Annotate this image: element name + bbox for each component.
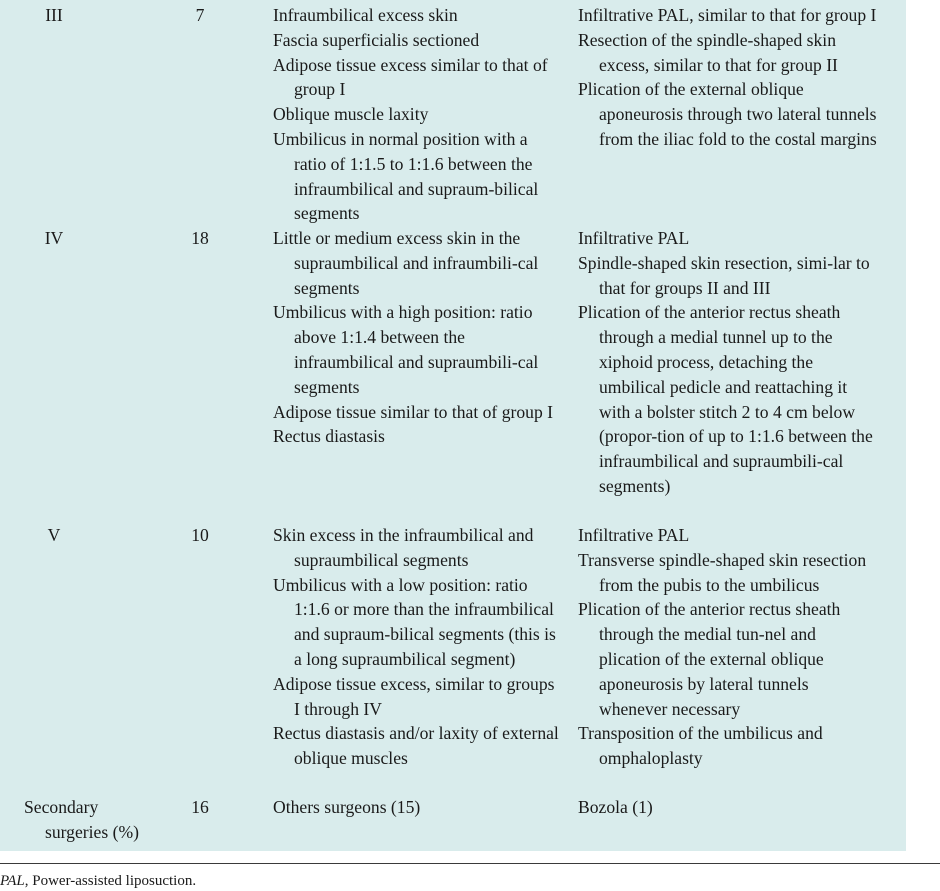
group-cell: Secondary surgeries (%) bbox=[24, 797, 139, 842]
technique-line: Plication of the external oblique aponeurosis through two lateral tunnels from the iliac fold to the costal margins bbox=[578, 79, 877, 149]
technique-line: Transverse spindle-shaped skin resection from the pubis to the umbilicus bbox=[578, 549, 867, 595]
technique-line: Plication of the anterior rectus sheath through a medial tunnel up to the xiphoid process, detaching the umbilical pedicle and reattaching it with a bolster stitch 2 to 4 cm below (propor-tion of up to 1:1.6 between the infraumbilical and supraumbili-cal segments) bbox=[578, 302, 873, 496]
feature-line: Rectus diastasis bbox=[273, 426, 385, 447]
features-cell bbox=[273, 3, 563, 226]
feature-line: Adipose tissue similar to that of group I bbox=[273, 401, 553, 422]
techniques-cell bbox=[578, 3, 878, 152]
techniques-cell bbox=[578, 226, 878, 499]
feature-line: Skin excess in the infraumbilical and supraumbilical segments bbox=[273, 525, 534, 570]
feature-line: Adipose tissue excess, similar to groups I through IV bbox=[273, 673, 555, 719]
feature-line: Little or medium excess skin in the supraumbilical and infraumbili-cal segments bbox=[273, 228, 539, 298]
technique-line: Infiltrative PAL bbox=[578, 228, 690, 248]
feature-line: Others surgeons (15) bbox=[273, 797, 421, 817]
group-cell: V bbox=[47, 525, 61, 545]
patient-count-cell: 18 bbox=[191, 228, 209, 248]
technique-line: Infiltrative PAL, similar to that for group I bbox=[578, 5, 877, 25]
technique-line: Transposition of the umbilicus and omphaloplasty bbox=[578, 723, 823, 769]
technique-line: Plication of the anterior rectus sheath through the medial tun-nel and plication of the external oblique aponeurosis by lateral tunnels whenever necessary bbox=[578, 599, 841, 719]
footnote-abbreviation: PAL bbox=[0, 873, 25, 889]
features-cell bbox=[273, 226, 563, 449]
feature-line: Fascia superficialis sectioned bbox=[273, 29, 480, 50]
techniques-cell bbox=[578, 523, 878, 771]
feature-line: Umbilicus with a high position: ratio above 1:1.4 between the infraumbilical and supraumbili-cal segments bbox=[273, 302, 539, 397]
technique-line: Resection of the spindle-shaped skin excess, similar to that for group II bbox=[578, 29, 838, 75]
patient-count-cell: 10 bbox=[191, 525, 209, 545]
patient-count-cell: 16 bbox=[191, 797, 209, 817]
features-cell bbox=[273, 795, 563, 820]
group-cell: IV bbox=[44, 228, 64, 248]
feature-line: Umbilicus in normal position with a ratio of 1:1.5 to 1:1.6 between the infraumbilical and supraum-bilical segments bbox=[273, 128, 539, 224]
feature-line: Rectus diastasis and/or laxity of external oblique muscles bbox=[273, 723, 559, 769]
group-cell: III bbox=[45, 5, 63, 25]
feature-line: Oblique muscle laxity bbox=[273, 104, 429, 125]
technique-line: Spindle-shaped skin resection, simi-lar to that for groups II and III bbox=[578, 252, 870, 298]
feature-line: Infraumbilical excess skin bbox=[273, 5, 458, 25]
features-cell bbox=[273, 523, 563, 771]
patient-count-cell: 7 bbox=[195, 5, 205, 25]
feature-line: Adipose tissue excess similar to that of group I bbox=[273, 54, 548, 100]
technique-line: Infiltrative PAL bbox=[578, 525, 690, 545]
table-bottom-rule bbox=[0, 863, 940, 864]
footnote-text: , Power-assisted liposuction. bbox=[24, 873, 197, 889]
table-footnote bbox=[0, 871, 196, 891]
technique-line: Bozola (1) bbox=[578, 797, 653, 817]
group-cell-wrapper bbox=[24, 795, 154, 845]
techniques-cell bbox=[578, 795, 878, 820]
feature-line: Umbilicus with a low position: ratio 1:1.6 or more than the infraumbilical and supraum-bilical segments (this is a long supraumbilical segment) bbox=[273, 574, 556, 669]
